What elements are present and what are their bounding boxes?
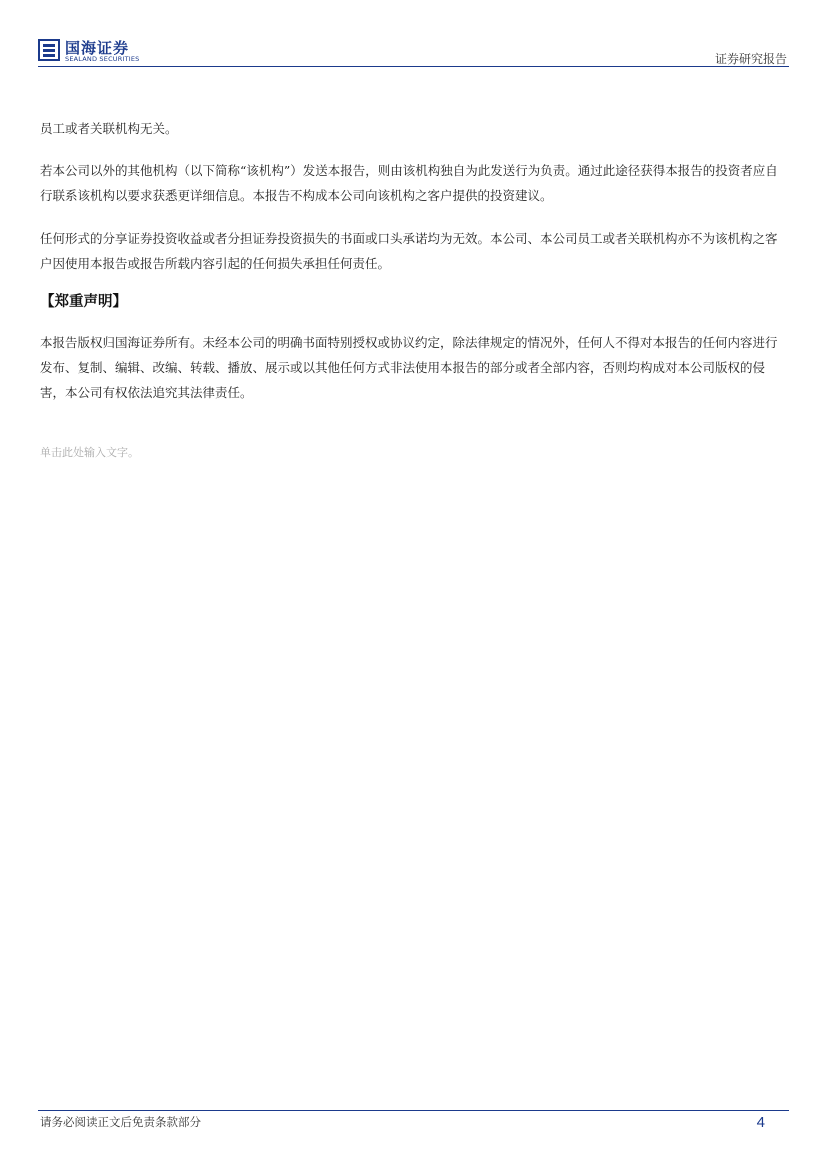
- report-type-label: 证券研究报告: [714, 52, 787, 66]
- logo-text-cn: 国海证券: [65, 39, 130, 57]
- text-placeholder[interactable]: 单击此处输入文字。: [40, 446, 139, 459]
- paragraph-2: 若本公司以外的其他机构（以下简称“该机构”）发送本报告，则由该机构独自为此发送行为负责。通过此途径获得本报告的投资者应自行联系该机构以要求获悉更详细信息。本报告不构成本公司向该机构之客户提供的投资建议。: [40, 163, 778, 203]
- section-heading: 【郑重声明】: [40, 293, 127, 310]
- paragraph-3: 任何形式的分享证券投资收益或者分担证券投资损失的书面或口头承诺均为无效。本公司、本公司员工或者关联机构亦不为该机构之客户因使用本报告或报告所载内容引起的任何损失承担任何责任。: [40, 231, 778, 271]
- paragraph-4: 本报告版权归国海证券所有。未经本公司的明确书面特别授权或协议约定，除法律规定的情况外，任何人不得对本报告的任何内容进行发布、复制、编辑、改编、转载、播放、展示或以其他任何方式非法使用本报告的部分或者全部内容，否则均构成对本公司版权的侵害，本公司有权依法追究其法律责任。: [40, 335, 778, 400]
- footer-disclaimer: 请务必阅读正文后免责条款部分: [40, 1115, 201, 1129]
- page-number: 4: [756, 1114, 765, 1131]
- sealand-logo-icon: [38, 39, 60, 61]
- paragraph-1: 员工或者关联机构无关。: [40, 121, 178, 136]
- company-logo: [38, 37, 148, 65]
- logo-text-en: SEALAND SECURITIES: [65, 55, 140, 63]
- footer-divider: [38, 1110, 789, 1111]
- header-divider: [38, 66, 789, 67]
